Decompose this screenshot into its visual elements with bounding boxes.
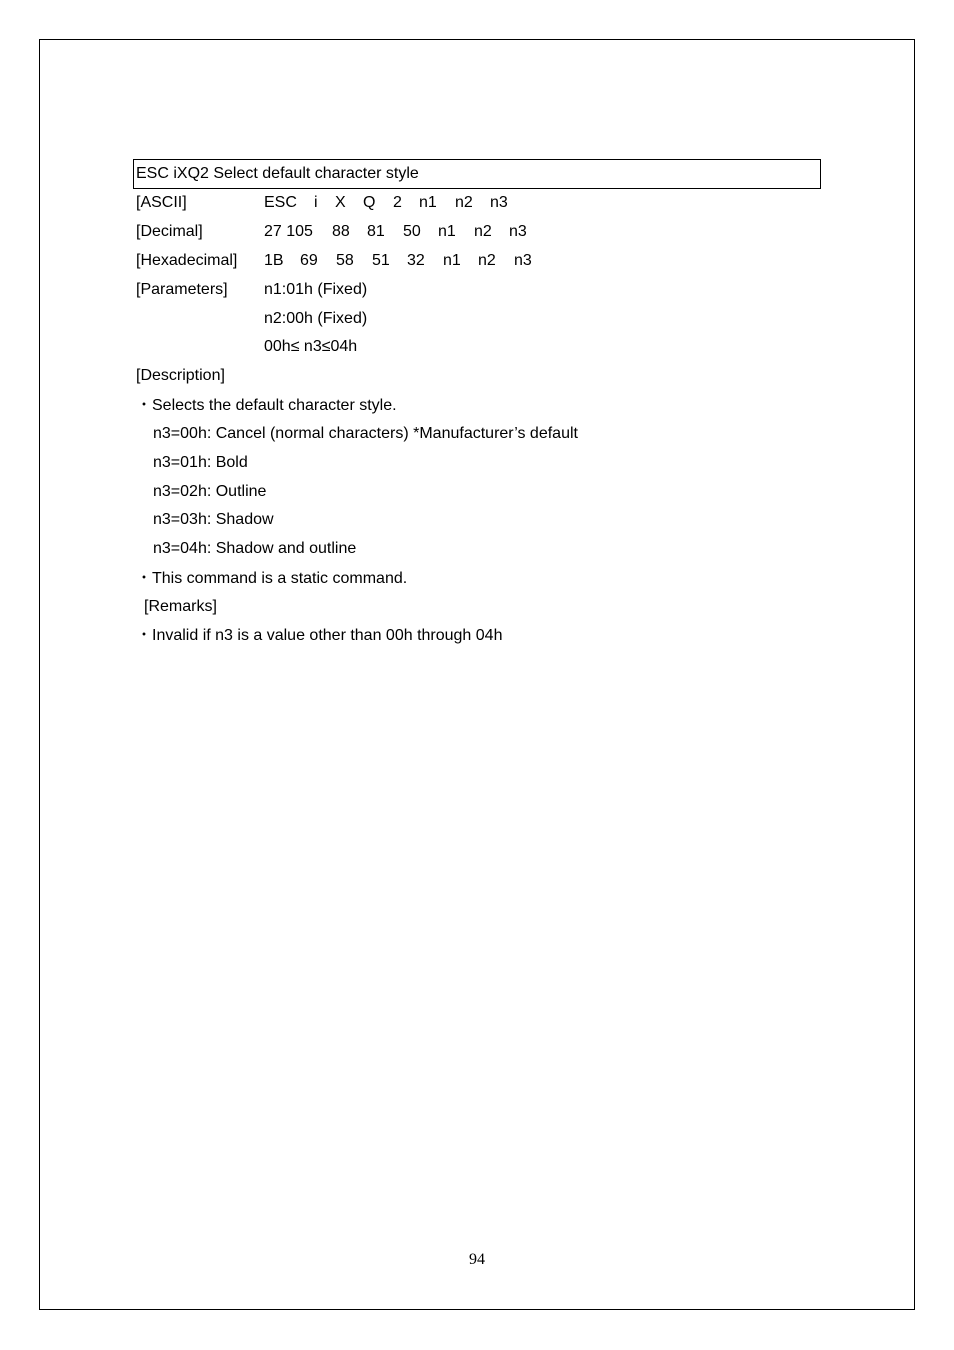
parameter-n3-range: 00h≤ n3≤04h xyxy=(264,338,358,355)
hex-token: n2 xyxy=(478,252,496,269)
hex-token: 58 xyxy=(336,252,354,269)
decimal-token: n3 xyxy=(509,223,527,240)
hex-token: 1B xyxy=(264,252,284,269)
decimal-token: 50 xyxy=(403,223,421,240)
hex-token: n3 xyxy=(514,252,532,269)
hex-token: n1 xyxy=(443,252,461,269)
ascii-token: X xyxy=(335,194,346,211)
remarks-label: [Remarks] xyxy=(144,598,217,615)
parameter-n2: n2:00h (Fixed) xyxy=(264,310,368,327)
option-item: n3=00h: Cancel (normal characters) *Manufacturer’s default xyxy=(153,425,578,442)
remarks-bullet: ・Invalid if n3 is a value other than 00h through 04h xyxy=(136,627,503,644)
decimal-token: n2 xyxy=(474,223,492,240)
ascii-token: n2 xyxy=(455,194,473,211)
ascii-token: 2 xyxy=(393,194,402,211)
parameter-n1: n1:01h (Fixed) xyxy=(264,281,368,298)
hex-token: 51 xyxy=(372,252,390,269)
description-bullet-2: ・This command is a static command. xyxy=(136,570,408,587)
option-item: n3=03h: Shadow xyxy=(153,511,274,528)
command-title: ESC iXQ2 Select default character style xyxy=(133,159,821,189)
option-item: n3=01h: Bold xyxy=(153,454,248,471)
description-bullet-1: ・Selects the default character style. xyxy=(136,397,397,414)
decimal-token: 88 xyxy=(332,223,350,240)
option-item: n3=02h: Outline xyxy=(153,483,267,500)
option-item: n3=04h: Shadow and outline xyxy=(153,540,357,557)
decimal-token: n1 xyxy=(438,223,456,240)
ascii-label: [ASCII] xyxy=(136,194,187,211)
hexadecimal-label: [Hexadecimal] xyxy=(136,252,238,269)
page-number: 94 xyxy=(469,1251,485,1268)
ascii-token: n1 xyxy=(419,194,437,211)
hex-token: 32 xyxy=(407,252,425,269)
parameters-label: [Parameters] xyxy=(136,281,228,298)
decimal-token: 81 xyxy=(367,223,385,240)
ascii-token: ESC xyxy=(264,194,297,211)
hex-token: 69 xyxy=(300,252,318,269)
description-label: [Description] xyxy=(136,367,225,384)
ascii-token: i xyxy=(314,194,318,211)
decimal-token: 27 105 xyxy=(264,223,313,240)
ascii-token: Q xyxy=(363,194,376,211)
ascii-token: n3 xyxy=(490,194,508,211)
decimal-label: [Decimal] xyxy=(136,223,203,240)
